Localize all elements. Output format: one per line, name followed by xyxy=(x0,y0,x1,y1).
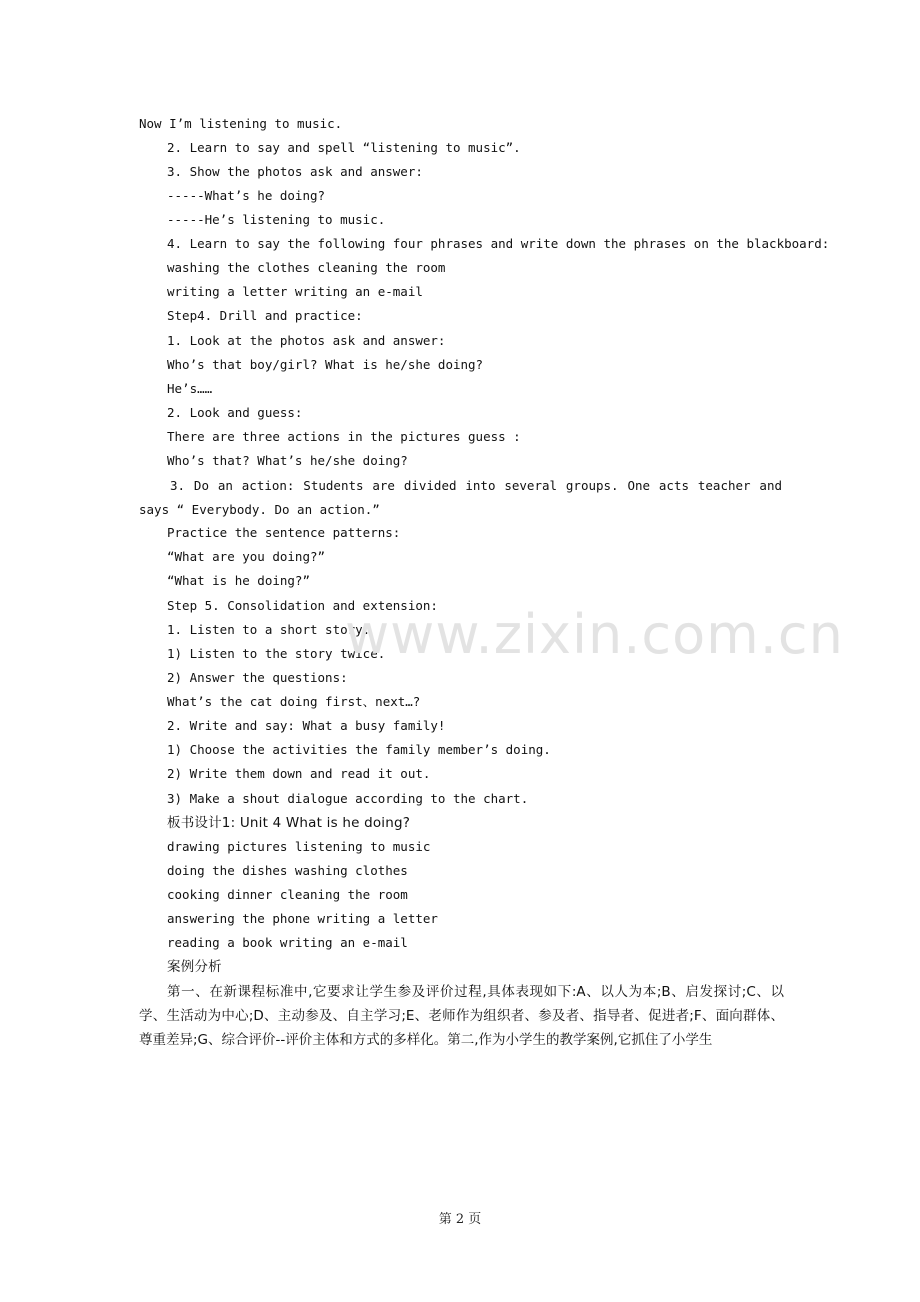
text-line: -----He’s listening to music. xyxy=(167,212,386,227)
text-line: 1. Listen to a short story. xyxy=(167,622,371,637)
text-line: drawing pictures listening to music xyxy=(167,839,431,854)
text-line: There are three actions in the pictures guess : xyxy=(167,429,521,444)
text-line: What’s the cat doing first、next…? xyxy=(167,694,421,709)
text-line: Now I’m listening to music. xyxy=(139,116,343,131)
text-line: 4. Learn to say the following four phrases and write down the phrases on the blackboard: xyxy=(167,236,830,251)
watermark: www.zixin.com.cn xyxy=(345,603,844,666)
text-line: -----What’s he doing? xyxy=(167,188,326,203)
text-line: 2. Look and guess: xyxy=(167,405,303,420)
text-line: 2) Answer the questions: xyxy=(167,670,348,685)
text-line: reading a book writing an e-mail xyxy=(167,935,408,950)
case-analysis-paragraph: 第一、在新课程标准中,它要求让学生参及评价过程,具体表现如下:A、以人为本;B、启发探讨;C、以学、生活动为中心;D、主动参及、自主学习;E、老师作为组织者、参及者、指导者、促进者;F、面向群体、尊重差异;G、综合评价--评价主体和方式的多样化。第二,作为小学生的教学案例,它抓住了小学生 xyxy=(139,984,784,1049)
page-number: 第 2 页 xyxy=(438,1212,482,1227)
text-line: writing a letter writing an e-mail xyxy=(167,284,423,299)
board-design-heading: 板书设计1: Unit 4 What is he doing? xyxy=(167,815,411,831)
text-line: 2. Write and say: What a busy family! xyxy=(167,718,446,733)
text-line: Step 5. Consolidation and extension: xyxy=(167,598,438,613)
text-line: 1) Choose the activities the family member’s doing. xyxy=(167,742,551,757)
text-line: Step4. Drill and practice: xyxy=(167,308,363,323)
text-line: cooking dinner cleaning the room xyxy=(167,887,408,902)
text-line: washing the clothes cleaning the room xyxy=(167,260,446,275)
text-line: Who’s that boy/girl? What is he/she doing? xyxy=(167,357,484,372)
text-line: Who’s that? What’s he/she doing? xyxy=(167,453,408,468)
text-line: doing the dishes washing clothes xyxy=(167,863,408,878)
text-line: answering the phone writing a letter xyxy=(167,911,438,926)
text-line: 3) Make a shout dialogue according to the chart. xyxy=(167,791,529,806)
text-paragraph: 3. Do an action: Students are divided into several groups. One acts teacher and says “ Everybody. Do an action.” xyxy=(139,478,782,518)
text-line: 3. Show the photos ask and answer: xyxy=(167,164,423,179)
text-line: 2) Write them down and read it out. xyxy=(167,766,431,781)
text-line: He’s…… xyxy=(167,381,213,396)
text-line: 1. Look at the photos ask and answer: xyxy=(167,333,446,348)
case-analysis-heading: 案例分析 xyxy=(167,959,222,975)
text-line: “What are you doing?” xyxy=(167,549,326,564)
text-line: 2. Learn to say and spell “listening to music”. xyxy=(167,140,521,155)
text-line: Practice the sentence patterns: xyxy=(167,525,401,540)
text-line: 1) Listen to the story twice. xyxy=(167,646,386,661)
text-line: “What is he doing?” xyxy=(167,573,310,588)
